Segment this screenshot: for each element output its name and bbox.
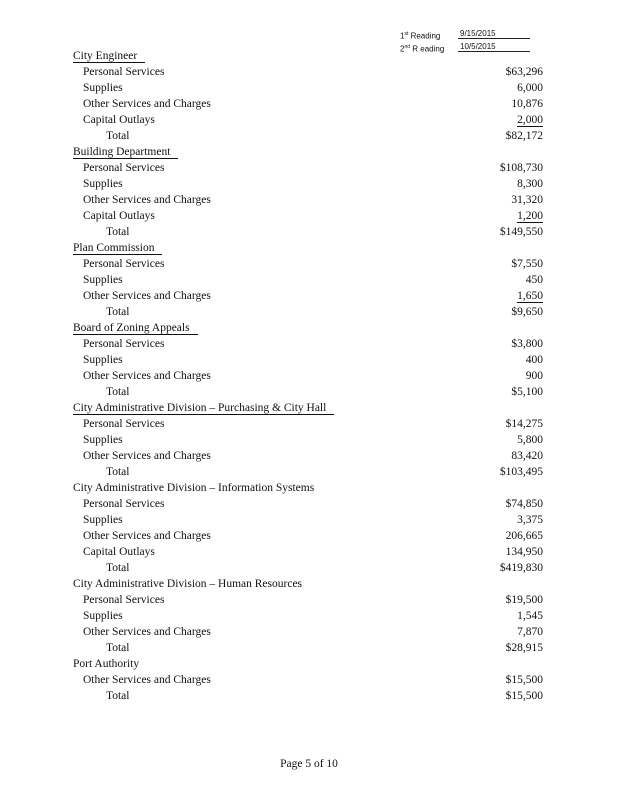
second-reading-label: 2nd R eading: [400, 43, 445, 54]
line-item-amount: 7,870: [517, 626, 543, 638]
section-total: [0, 464, 618, 480]
total-label: Total: [106, 130, 130, 142]
line-item-amount: 400: [525, 354, 543, 366]
line-item-amount: $108,730: [499, 162, 543, 174]
line-item-amount: $63,296: [505, 66, 543, 78]
line-item: [0, 80, 618, 96]
section-title: [0, 240, 618, 256]
section-title: [0, 400, 618, 416]
line-item-label: Supplies: [83, 354, 123, 366]
section-total: [0, 688, 618, 704]
line-item: [0, 528, 618, 544]
line-item-label: Personal Services: [83, 498, 165, 510]
line-item-label: Personal Services: [83, 258, 165, 270]
line-item: [0, 608, 618, 624]
budget-section: [0, 240, 618, 320]
section-title: [0, 320, 618, 336]
line-item-label: Supplies: [83, 610, 123, 622]
section-title: [0, 656, 618, 672]
line-item-amount: 134,950: [505, 546, 543, 558]
section-total: [0, 384, 618, 400]
line-item-amount: 900: [525, 370, 543, 382]
line-item-label: Other Services and Charges: [83, 450, 211, 462]
section-total: [0, 560, 618, 576]
total-label: Total: [106, 562, 130, 574]
line-item: [0, 208, 618, 224]
total-amount: $419,830: [499, 562, 543, 574]
section-title: [0, 144, 618, 160]
budget-sections: [0, 48, 618, 704]
line-item: [0, 96, 618, 112]
first-reading-label: 1st Reading: [400, 31, 441, 41]
line-item: [0, 112, 618, 128]
first-reading-date: 9/15/2015: [458, 29, 530, 39]
section-total: [0, 224, 618, 240]
total-label: Total: [106, 226, 130, 238]
line-item-label: Personal Services: [83, 338, 165, 350]
budget-section: [0, 144, 618, 240]
budget-section: [0, 400, 618, 480]
line-item-amount: $7,550: [511, 258, 543, 270]
first-reading-row: [400, 29, 550, 42]
line-item: [0, 160, 618, 176]
line-item-label: Other Services and Charges: [83, 626, 211, 638]
line-item-label: Capital Outlays: [83, 546, 155, 558]
line-item-amount: 31,320: [511, 194, 543, 206]
total-label: Total: [106, 466, 130, 478]
section-total: [0, 304, 618, 320]
second-reading-date: 10/5/2015: [458, 42, 530, 52]
total-amount: $82,172: [505, 130, 543, 142]
section-title: [0, 576, 618, 592]
line-item: [0, 512, 618, 528]
line-item-label: Capital Outlays: [83, 210, 155, 222]
line-item-amount: 206,665: [505, 530, 543, 542]
line-item: [0, 176, 618, 192]
line-item-amount: 1,650: [517, 290, 543, 302]
budget-section: [0, 320, 618, 400]
line-item: [0, 592, 618, 608]
section-title-text: Port Authority: [73, 658, 140, 670]
line-item-label: Personal Services: [83, 66, 165, 78]
section-title-text: Building Department: [73, 146, 178, 159]
line-item-label: Supplies: [83, 274, 123, 286]
total-amount: $5,100: [511, 386, 543, 398]
line-item: [0, 368, 618, 384]
line-item: [0, 496, 618, 512]
section-title: [0, 48, 618, 64]
total-label: Total: [106, 386, 130, 398]
line-item-amount: $19,500: [505, 594, 543, 606]
total-amount: $103,495: [499, 466, 543, 478]
section-title-text: City Administrative Division – Purchasing & City Hall: [73, 402, 334, 415]
line-item-label: Personal Services: [83, 418, 165, 430]
section-title: [0, 480, 618, 496]
line-item-amount: 8,300: [517, 178, 543, 190]
budget-section: [0, 656, 618, 704]
line-item-amount: 5,800: [517, 434, 543, 446]
section-title-text: Board of Zoning Appeals: [73, 322, 198, 335]
line-item-amount: 450: [525, 274, 543, 286]
section-title-text: City Administrative Division – Human Resources: [73, 578, 303, 590]
section-total: [0, 640, 618, 656]
line-item: [0, 272, 618, 288]
line-item-amount: 10,876: [511, 98, 543, 110]
line-item-amount: 3,375: [517, 514, 543, 526]
total-label: Total: [106, 306, 130, 318]
line-item: [0, 544, 618, 560]
line-item-label: Other Services and Charges: [83, 370, 211, 382]
budget-section: [0, 480, 618, 576]
total-label: Total: [106, 642, 130, 654]
line-item-label: Supplies: [83, 434, 123, 446]
line-item-amount: $15,500: [505, 674, 543, 686]
total-label: Total: [106, 690, 130, 702]
line-item: [0, 448, 618, 464]
line-item-label: Other Services and Charges: [83, 98, 211, 110]
line-item-amount: $74,850: [505, 498, 543, 510]
page-number: Page 5 of 10: [280, 758, 338, 770]
line-item-amount: 2,000: [517, 114, 543, 126]
line-item-label: Supplies: [83, 82, 123, 94]
line-item: [0, 416, 618, 432]
line-item-label: Supplies: [83, 514, 123, 526]
total-amount: $9,650: [511, 306, 543, 318]
total-amount: $28,915: [505, 642, 543, 654]
line-item-label: Personal Services: [83, 162, 165, 174]
line-item-label: Personal Services: [83, 594, 165, 606]
section-total: [0, 128, 618, 144]
line-item: [0, 352, 618, 368]
line-item: [0, 64, 618, 80]
line-item-amount: $3,800: [511, 338, 543, 350]
line-item: [0, 288, 618, 304]
budget-section: [0, 576, 618, 656]
line-item-label: Capital Outlays: [83, 114, 155, 126]
line-item-amount: $14,275: [505, 418, 543, 430]
line-item: [0, 432, 618, 448]
line-item-amount: 1,545: [517, 610, 543, 622]
section-title-text: Plan Commission: [73, 242, 162, 255]
section-title-text: City Engineer: [73, 50, 145, 63]
budget-section: [0, 48, 618, 144]
line-item-amount: 83,420: [511, 450, 543, 462]
line-item: [0, 672, 618, 688]
line-item-label: Supplies: [83, 178, 123, 190]
line-item-label: Other Services and Charges: [83, 530, 211, 542]
line-item: [0, 336, 618, 352]
line-item: [0, 624, 618, 640]
line-item-amount: 1,200: [517, 210, 543, 222]
line-item-label: Other Services and Charges: [83, 290, 211, 302]
line-item-label: Other Services and Charges: [83, 194, 211, 206]
total-amount: $149,550: [499, 226, 543, 238]
total-amount: $15,500: [505, 690, 543, 702]
line-item-amount: 6,000: [517, 82, 543, 94]
line-item: [0, 256, 618, 272]
line-item-label: Other Services and Charges: [83, 674, 211, 686]
line-item: [0, 192, 618, 208]
section-title-text: City Administrative Division – Information Systems: [73, 482, 315, 494]
